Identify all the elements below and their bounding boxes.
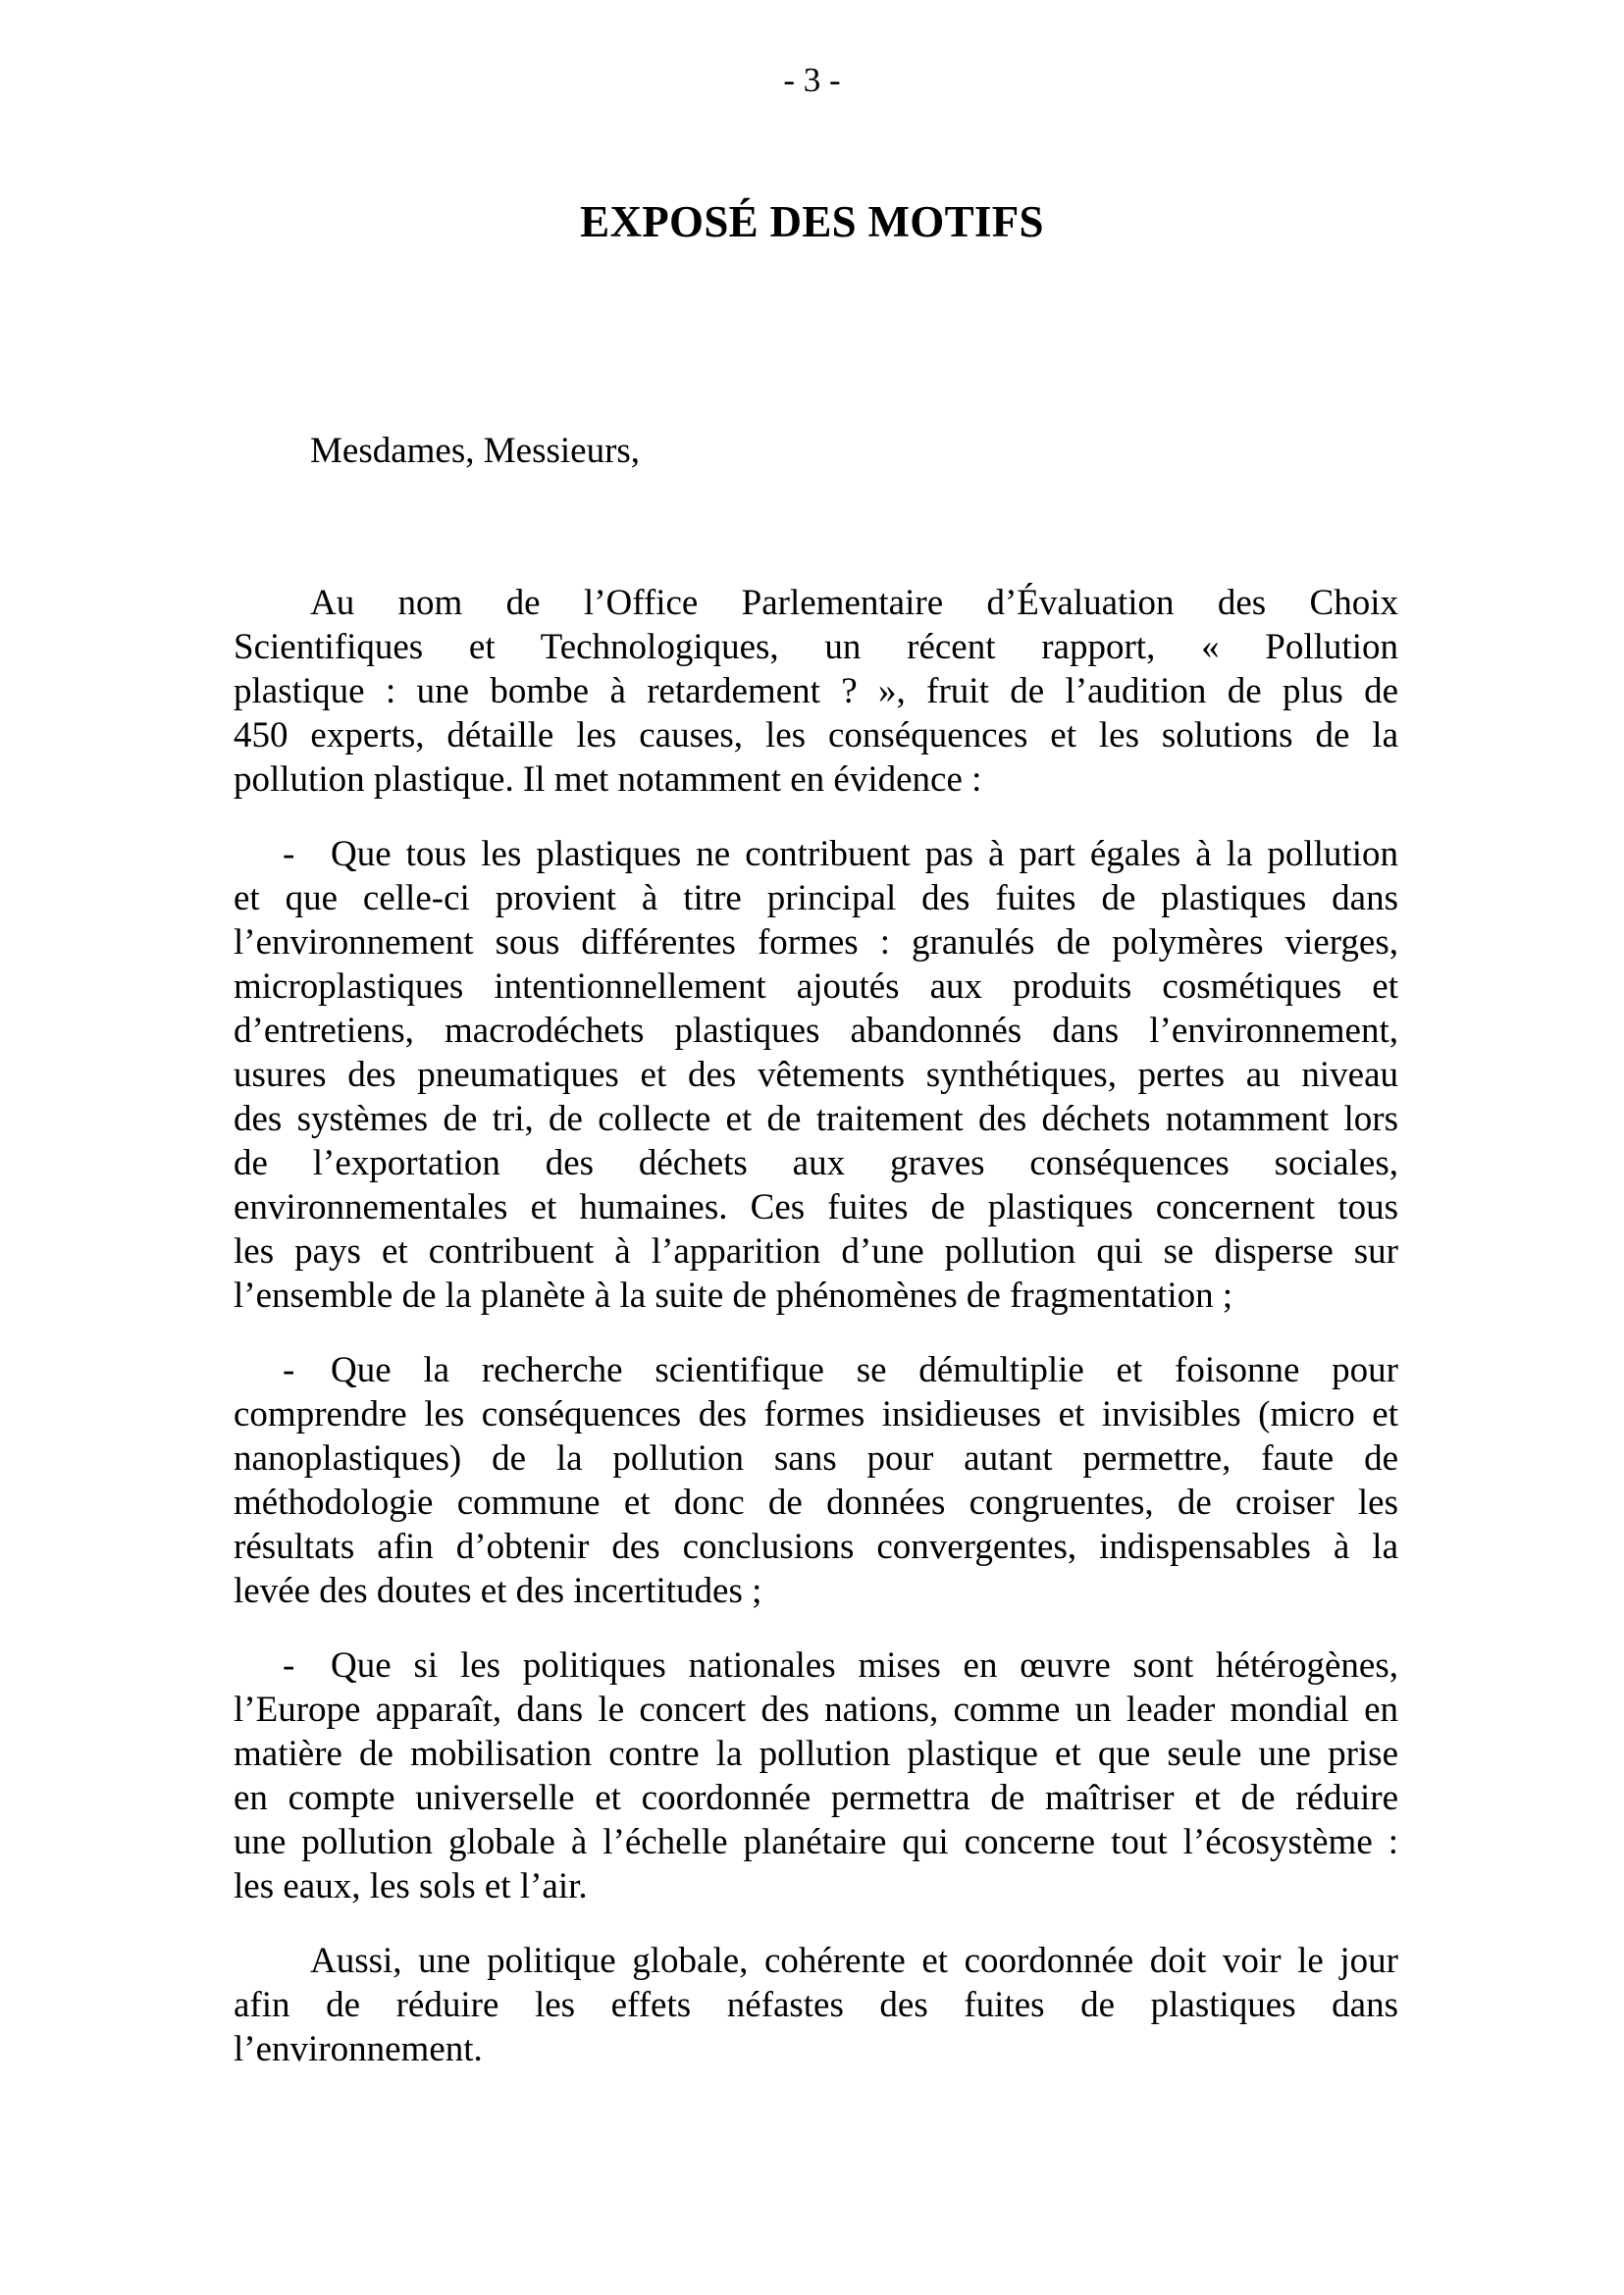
paragraph-line: les eaux, les sols et l’air. <box>234 1866 588 1906</box>
paragraph-line: l’Europe apparaît, dans le concert des nations, comme un leader mondial en <box>234 1690 1398 1730</box>
paragraph-line: l’environnement. <box>234 2029 483 2069</box>
paragraph-line: Que si les politiques nationales mises en œuvre sont hétérogènes, <box>331 1645 1398 1686</box>
paragraph-line: matière de mobilisation contre la pollution plastique et que seule une prise <box>234 1734 1398 1774</box>
paragraph-line: des systèmes de tri, de collecte et de traitement des déchets notamment lors <box>234 1099 1398 1139</box>
paragraph-line: méthodologie commune et donc de données congruentes, de croiser les <box>234 1483 1398 1523</box>
paragraph-line: et que celle-ci provient à titre principal des fuites de plastiques dans <box>234 878 1398 918</box>
paragraph-line: Que tous les plastiques ne contribuent pas à part égales à la pollution <box>331 834 1398 874</box>
bullet-item-scientific-research <box>234 1348 1398 1613</box>
paragraph-line: d’entretiens, macrodéchets plastiques abandonnés dans l’environnement, <box>234 1011 1398 1051</box>
paragraph-line: microplastiques intentionnellement ajoutés aux produits cosmétiques et <box>234 966 1398 1007</box>
paragraph-line: levée des doutes et des incertitudes ; <box>234 1571 762 1611</box>
paragraph-line: Au nom de l’Office Parlementaire d’Évaluation des Choix <box>310 583 1398 623</box>
salutation: Mesdames, Messieurs, <box>310 431 641 471</box>
paragraph-line: résultats afin d’obtenir des conclusions convergentes, indispensables à la <box>234 1527 1398 1567</box>
page-number: - 3 - <box>783 61 841 99</box>
bullet-first-line <box>234 1643 1398 1688</box>
paragraph-line: de l’exportation des déchets aux graves conséquences sociales, <box>234 1143 1398 1183</box>
document-body <box>234 581 1398 2102</box>
paragraph-line: les pays et contribuent à l’apparition d’une pollution qui se disperse sur <box>234 1231 1398 1272</box>
paragraph-line: une pollution globale à l’échelle planétaire qui concerne tout l’écosystème : <box>234 1822 1398 1862</box>
dash-bullet-icon: - <box>283 1350 295 1390</box>
paragraph-line: afin de réduire les effets néfastes des fuites de plastiques dans <box>234 1985 1398 2025</box>
paragraph-intro <box>234 581 1398 802</box>
paragraph-line: 450 experts, détaille les causes, les conséquences et les solutions de la <box>234 715 1398 756</box>
paragraph-line: l’ensemble de la planète à la suite de phénomènes de fragmentation ; <box>234 1276 1233 1316</box>
paragraph-line: l’environnement sous différentes formes : granulés de polymères vierges, <box>234 922 1398 963</box>
paragraph-line: usures des pneumatiques et des vêtements synthétiques, pertes au niveau <box>234 1055 1398 1095</box>
paragraph-line: Que la recherche scientifique se démultiplie et foisonne pour <box>331 1350 1398 1390</box>
paragraph-line: plastique : une bombe à retardement ? », fruit de l’audition de plus de <box>234 671 1398 711</box>
bullet-first-line <box>234 832 1398 876</box>
paragraph-line: pollution plastique. Il met notamment en évidence : <box>234 759 982 800</box>
paragraph-conclusion <box>234 1939 1398 2071</box>
bullet-item-plastic-leaks <box>234 832 1398 1318</box>
page-title: EXPOSÉ DES MOTIFS <box>580 197 1044 246</box>
paragraph-line: Aussi, une politique globale, cohérente et coordonnée doit voir le jour <box>310 1941 1398 1981</box>
bullet-first-line <box>234 1348 1398 1392</box>
dash-bullet-icon: - <box>283 834 295 874</box>
paragraph-line: Scientifiques et Technologiques, un récent rapport, « Pollution <box>234 627 1398 667</box>
paragraph-line: environnementales et humaines. Ces fuites de plastiques concernent tous <box>234 1187 1398 1227</box>
paragraph-line: nanoplastiques) de la pollution sans pour autant permettre, faute de <box>234 1438 1398 1479</box>
dash-bullet-icon: - <box>283 1645 295 1686</box>
bullet-item-national-policies <box>234 1643 1398 1908</box>
paragraph-line: comprendre les conséquences des formes insidieuses et invisibles (micro et <box>234 1394 1398 1434</box>
paragraph-line: en compte universelle et coordonnée permettra de maîtriser et de réduire <box>234 1778 1398 1818</box>
